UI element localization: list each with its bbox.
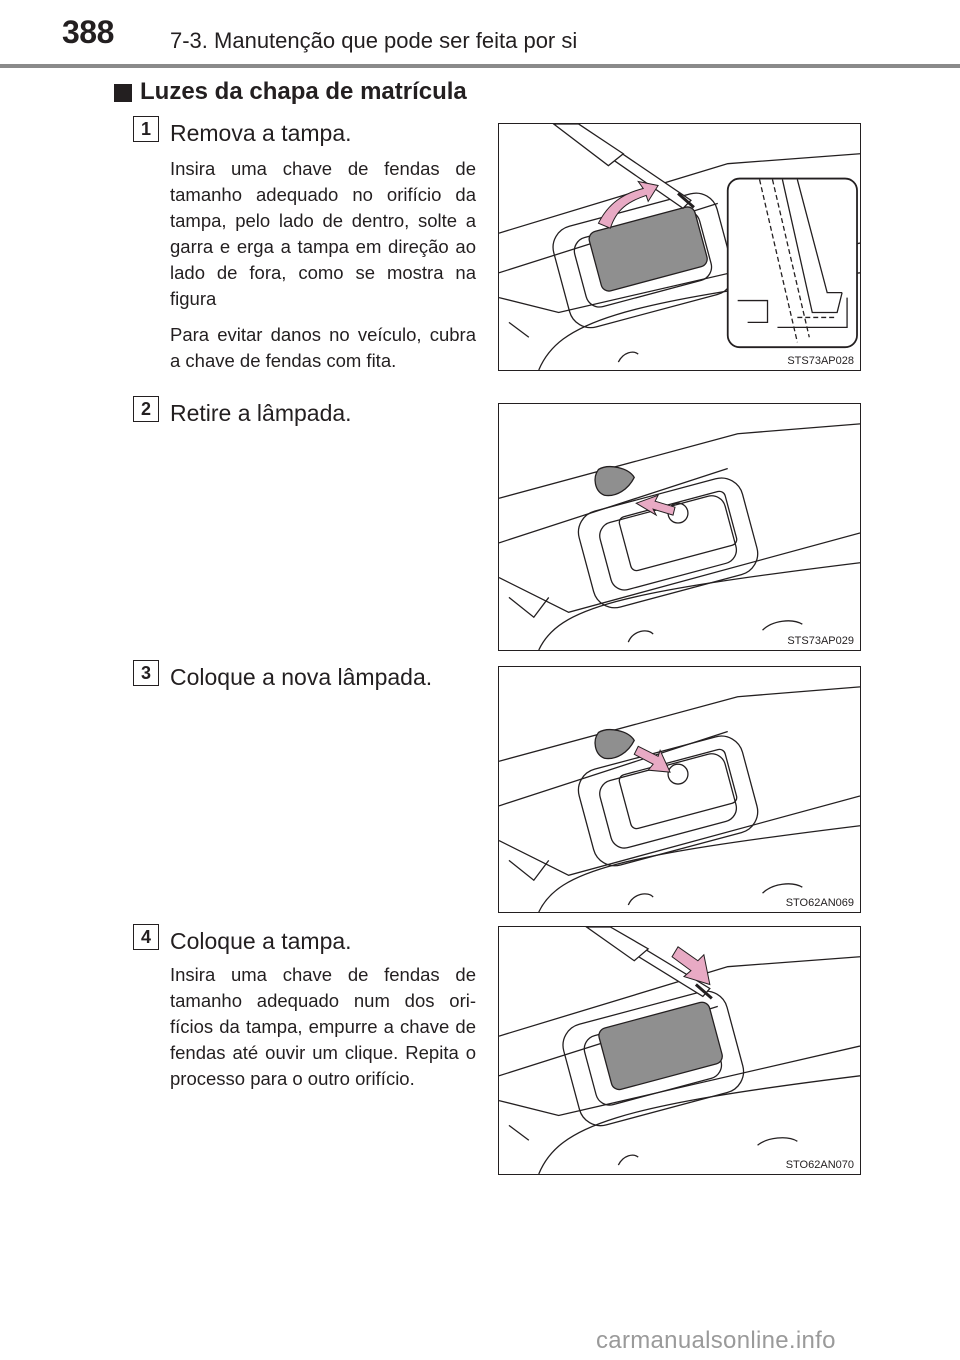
step-title: Coloque a nova lâmpada. bbox=[170, 664, 433, 690]
step-number-badge: 3 bbox=[133, 660, 159, 686]
step-body bbox=[170, 962, 476, 1102]
step-title: Retire a lâmpada. bbox=[170, 400, 352, 426]
step-paragraph: Insira uma chave de fendas de tamanho adequado no orifício da tampa, pelo lado de dentro, solte a garra e erga a tampa em direção ao lado de fora, como se mostra na figura bbox=[170, 158, 476, 309]
figure-remove-bulb bbox=[498, 403, 861, 651]
step-title: Coloque a tampa. bbox=[170, 928, 352, 954]
step-paragraph: Para evitar danos no veículo, cubra a chave de fendas com fita. bbox=[170, 324, 476, 371]
figure-code: STS73AP029 bbox=[787, 635, 854, 647]
step-number-badge: 4 bbox=[133, 924, 159, 950]
header-rule bbox=[0, 64, 960, 68]
figure-code: STO62AN070 bbox=[785, 1159, 854, 1171]
figure-code: STO62AN069 bbox=[785, 897, 854, 909]
section-title: 7-3. Manutenção que pode ser feita por si bbox=[170, 28, 578, 53]
step-body bbox=[170, 156, 476, 384]
step-title: Remova a tampa. bbox=[170, 120, 352, 146]
page-heading bbox=[114, 78, 467, 106]
figure-install-cover bbox=[498, 926, 861, 1175]
square-bullet-icon bbox=[114, 84, 132, 102]
step-number-badge: 1 bbox=[133, 116, 159, 142]
step-paragraph: Insira uma chave de fendas de tamanho adequado num dos ori-fícios da tampa, empurre a chave de fendas até ouvir um clique. Repita o processo para o outro orifício. bbox=[170, 964, 476, 1089]
figure-install-bulb bbox=[498, 666, 861, 913]
figure-code: STS73AP028 bbox=[787, 355, 854, 367]
page-number: 388 bbox=[62, 14, 114, 50]
figure-remove-cover bbox=[498, 123, 861, 371]
step-number-badge: 2 bbox=[133, 396, 159, 422]
heading-text: Luzes da chapa de matrícula bbox=[140, 78, 467, 105]
watermark: carmanualsonline.info bbox=[596, 1327, 836, 1354]
